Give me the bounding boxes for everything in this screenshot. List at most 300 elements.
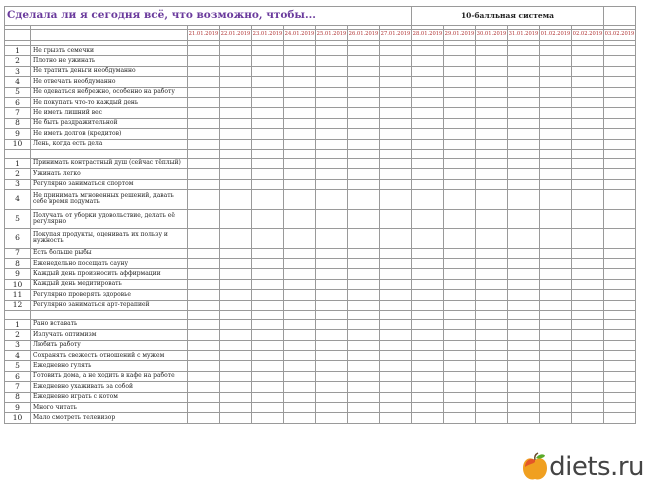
score-cell[interactable] xyxy=(220,330,252,340)
score-cell[interactable] xyxy=(220,403,252,413)
score-cell[interactable] xyxy=(316,269,348,279)
score-cell[interactable] xyxy=(188,129,220,139)
score-cell[interactable] xyxy=(604,158,636,168)
score-cell[interactable] xyxy=(284,371,316,381)
score-cell[interactable] xyxy=(508,319,540,329)
score-cell[interactable] xyxy=(412,361,444,371)
score-cell[interactable] xyxy=(572,229,604,249)
score-cell[interactable] xyxy=(188,382,220,392)
score-cell[interactable] xyxy=(604,169,636,179)
score-cell[interactable] xyxy=(380,361,412,371)
score-cell[interactable] xyxy=(508,179,540,189)
score-cell[interactable] xyxy=(412,229,444,249)
score-cell[interactable] xyxy=(508,392,540,402)
score-cell[interactable] xyxy=(412,371,444,381)
score-cell[interactable] xyxy=(540,108,572,118)
score-cell[interactable] xyxy=(188,66,220,76)
score-cell[interactable] xyxy=(476,300,508,310)
score-cell[interactable] xyxy=(508,66,540,76)
score-cell[interactable] xyxy=(348,413,380,423)
score-cell[interactable] xyxy=(540,351,572,361)
score-cell[interactable] xyxy=(252,229,284,249)
score-cell[interactable] xyxy=(252,77,284,87)
score-cell[interactable] xyxy=(380,229,412,249)
score-cell[interactable] xyxy=(476,87,508,97)
score-cell[interactable] xyxy=(444,209,476,229)
score-cell[interactable] xyxy=(220,269,252,279)
score-cell[interactable] xyxy=(284,392,316,402)
score-cell[interactable] xyxy=(540,56,572,66)
score-cell[interactable] xyxy=(380,169,412,179)
score-cell[interactable] xyxy=(316,179,348,189)
score-cell[interactable] xyxy=(188,290,220,300)
score-cell[interactable] xyxy=(476,269,508,279)
score-cell[interactable] xyxy=(220,319,252,329)
score-cell[interactable] xyxy=(572,209,604,229)
score-cell[interactable] xyxy=(508,108,540,118)
score-cell[interactable] xyxy=(540,361,572,371)
score-cell[interactable] xyxy=(572,190,604,210)
score-cell[interactable] xyxy=(284,190,316,210)
score-cell[interactable] xyxy=(476,319,508,329)
score-cell[interactable] xyxy=(380,258,412,268)
score-cell[interactable] xyxy=(508,403,540,413)
score-cell[interactable] xyxy=(604,279,636,289)
score-cell[interactable] xyxy=(188,97,220,107)
score-cell[interactable] xyxy=(444,179,476,189)
score-cell[interactable] xyxy=(476,190,508,210)
score-cell[interactable] xyxy=(508,56,540,66)
score-cell[interactable] xyxy=(412,190,444,210)
score-cell[interactable] xyxy=(284,279,316,289)
score-cell[interactable] xyxy=(316,190,348,210)
score-cell[interactable] xyxy=(284,118,316,128)
score-cell[interactable] xyxy=(316,403,348,413)
score-cell[interactable] xyxy=(252,56,284,66)
score-cell[interactable] xyxy=(252,190,284,210)
score-cell[interactable] xyxy=(316,46,348,56)
score-cell[interactable] xyxy=(540,179,572,189)
score-cell[interactable] xyxy=(476,248,508,258)
score-cell[interactable] xyxy=(316,258,348,268)
score-cell[interactable] xyxy=(284,382,316,392)
score-cell[interactable] xyxy=(604,392,636,402)
score-cell[interactable] xyxy=(316,77,348,87)
score-cell[interactable] xyxy=(572,290,604,300)
score-cell[interactable] xyxy=(252,413,284,423)
score-cell[interactable] xyxy=(380,392,412,402)
score-cell[interactable] xyxy=(316,56,348,66)
score-cell[interactable] xyxy=(252,179,284,189)
score-cell[interactable] xyxy=(252,129,284,139)
score-cell[interactable] xyxy=(316,129,348,139)
score-cell[interactable] xyxy=(348,229,380,249)
score-cell[interactable] xyxy=(508,413,540,423)
score-cell[interactable] xyxy=(188,87,220,97)
score-cell[interactable] xyxy=(572,108,604,118)
score-cell[interactable] xyxy=(572,258,604,268)
score-cell[interactable] xyxy=(604,371,636,381)
score-cell[interactable] xyxy=(540,169,572,179)
score-cell[interactable] xyxy=(476,351,508,361)
score-cell[interactable] xyxy=(316,66,348,76)
score-cell[interactable] xyxy=(540,371,572,381)
score-cell[interactable] xyxy=(572,319,604,329)
score-cell[interactable] xyxy=(188,169,220,179)
score-cell[interactable] xyxy=(444,403,476,413)
score-cell[interactable] xyxy=(284,46,316,56)
score-cell[interactable] xyxy=(316,382,348,392)
score-cell[interactable] xyxy=(604,382,636,392)
score-cell[interactable] xyxy=(188,56,220,66)
score-cell[interactable] xyxy=(412,179,444,189)
score-cell[interactable] xyxy=(508,77,540,87)
score-cell[interactable] xyxy=(252,46,284,56)
score-cell[interactable] xyxy=(188,158,220,168)
score-cell[interactable] xyxy=(188,413,220,423)
score-cell[interactable] xyxy=(540,290,572,300)
score-cell[interactable] xyxy=(604,108,636,118)
score-cell[interactable] xyxy=(476,361,508,371)
score-cell[interactable] xyxy=(604,129,636,139)
score-cell[interactable] xyxy=(284,97,316,107)
score-cell[interactable] xyxy=(412,209,444,229)
score-cell[interactable] xyxy=(284,129,316,139)
score-cell[interactable] xyxy=(348,158,380,168)
score-cell[interactable] xyxy=(444,330,476,340)
score-cell[interactable] xyxy=(316,279,348,289)
score-cell[interactable] xyxy=(188,118,220,128)
score-cell[interactable] xyxy=(412,66,444,76)
score-cell[interactable] xyxy=(540,392,572,402)
score-cell[interactable] xyxy=(284,169,316,179)
score-cell[interactable] xyxy=(252,169,284,179)
score-cell[interactable] xyxy=(444,229,476,249)
score-cell[interactable] xyxy=(316,361,348,371)
score-cell[interactable] xyxy=(316,300,348,310)
score-cell[interactable] xyxy=(188,209,220,229)
score-cell[interactable] xyxy=(252,248,284,258)
score-cell[interactable] xyxy=(380,209,412,229)
score-cell[interactable] xyxy=(604,118,636,128)
score-cell[interactable] xyxy=(348,97,380,107)
score-cell[interactable] xyxy=(508,248,540,258)
score-cell[interactable] xyxy=(284,319,316,329)
score-cell[interactable] xyxy=(284,56,316,66)
score-cell[interactable] xyxy=(380,87,412,97)
score-cell[interactable] xyxy=(540,46,572,56)
score-cell[interactable] xyxy=(572,46,604,56)
score-cell[interactable] xyxy=(188,351,220,361)
score-cell[interactable] xyxy=(540,279,572,289)
score-cell[interactable] xyxy=(444,46,476,56)
score-cell[interactable] xyxy=(380,77,412,87)
score-cell[interactable] xyxy=(540,258,572,268)
score-cell[interactable] xyxy=(412,279,444,289)
score-cell[interactable] xyxy=(316,108,348,118)
score-cell[interactable] xyxy=(476,279,508,289)
score-cell[interactable] xyxy=(476,97,508,107)
score-cell[interactable] xyxy=(476,229,508,249)
score-cell[interactable] xyxy=(476,158,508,168)
score-cell[interactable] xyxy=(220,179,252,189)
score-cell[interactable] xyxy=(412,392,444,402)
score-cell[interactable] xyxy=(412,77,444,87)
score-cell[interactable] xyxy=(604,97,636,107)
score-cell[interactable] xyxy=(188,108,220,118)
score-cell[interactable] xyxy=(220,66,252,76)
score-cell[interactable] xyxy=(412,413,444,423)
score-cell[interactable] xyxy=(572,269,604,279)
score-cell[interactable] xyxy=(348,269,380,279)
score-cell[interactable] xyxy=(348,361,380,371)
score-cell[interactable] xyxy=(284,209,316,229)
score-cell[interactable] xyxy=(572,66,604,76)
score-cell[interactable] xyxy=(476,330,508,340)
score-cell[interactable] xyxy=(252,340,284,350)
score-cell[interactable] xyxy=(220,361,252,371)
score-cell[interactable] xyxy=(476,290,508,300)
score-cell[interactable] xyxy=(188,319,220,329)
score-cell[interactable] xyxy=(540,97,572,107)
score-cell[interactable] xyxy=(476,403,508,413)
score-cell[interactable] xyxy=(188,330,220,340)
score-cell[interactable] xyxy=(412,319,444,329)
score-cell[interactable] xyxy=(348,382,380,392)
score-cell[interactable] xyxy=(348,319,380,329)
score-cell[interactable] xyxy=(284,77,316,87)
score-cell[interactable] xyxy=(604,66,636,76)
score-cell[interactable] xyxy=(508,87,540,97)
diets-logo[interactable] xyxy=(521,452,644,482)
score-cell[interactable] xyxy=(540,118,572,128)
score-cell[interactable] xyxy=(348,179,380,189)
score-cell[interactable] xyxy=(444,158,476,168)
score-cell[interactable] xyxy=(444,371,476,381)
score-cell[interactable] xyxy=(380,269,412,279)
score-cell[interactable] xyxy=(220,139,252,149)
score-cell[interactable] xyxy=(380,158,412,168)
score-cell[interactable] xyxy=(252,158,284,168)
score-cell[interactable] xyxy=(220,392,252,402)
score-cell[interactable] xyxy=(540,209,572,229)
score-cell[interactable] xyxy=(412,382,444,392)
score-cell[interactable] xyxy=(508,139,540,149)
score-cell[interactable] xyxy=(188,340,220,350)
score-cell[interactable] xyxy=(348,56,380,66)
score-cell[interactable] xyxy=(476,56,508,66)
score-cell[interactable] xyxy=(252,351,284,361)
score-cell[interactable] xyxy=(316,340,348,350)
score-cell[interactable] xyxy=(220,190,252,210)
score-cell[interactable] xyxy=(604,403,636,413)
score-cell[interactable] xyxy=(540,413,572,423)
score-cell[interactable] xyxy=(284,87,316,97)
score-cell[interactable] xyxy=(572,351,604,361)
score-cell[interactable] xyxy=(348,403,380,413)
score-cell[interactable] xyxy=(412,97,444,107)
score-cell[interactable] xyxy=(572,129,604,139)
score-cell[interactable] xyxy=(252,330,284,340)
score-cell[interactable] xyxy=(348,129,380,139)
score-cell[interactable] xyxy=(508,190,540,210)
score-cell[interactable] xyxy=(412,351,444,361)
score-cell[interactable] xyxy=(508,361,540,371)
score-cell[interactable] xyxy=(508,169,540,179)
score-cell[interactable] xyxy=(284,66,316,76)
score-cell[interactable] xyxy=(572,87,604,97)
score-cell[interactable] xyxy=(508,351,540,361)
score-cell[interactable] xyxy=(220,87,252,97)
score-cell[interactable] xyxy=(220,279,252,289)
score-cell[interactable] xyxy=(476,413,508,423)
score-cell[interactable] xyxy=(604,87,636,97)
score-cell[interactable] xyxy=(348,279,380,289)
score-cell[interactable] xyxy=(572,248,604,258)
score-cell[interactable] xyxy=(508,371,540,381)
score-cell[interactable] xyxy=(380,371,412,381)
score-cell[interactable] xyxy=(380,248,412,258)
score-cell[interactable] xyxy=(220,97,252,107)
score-cell[interactable] xyxy=(444,290,476,300)
score-cell[interactable] xyxy=(540,330,572,340)
score-cell[interactable] xyxy=(508,46,540,56)
score-cell[interactable] xyxy=(380,319,412,329)
score-cell[interactable] xyxy=(284,108,316,118)
score-cell[interactable] xyxy=(380,351,412,361)
score-cell[interactable] xyxy=(604,340,636,350)
score-cell[interactable] xyxy=(572,300,604,310)
score-cell[interactable] xyxy=(252,371,284,381)
score-cell[interactable] xyxy=(508,300,540,310)
score-cell[interactable] xyxy=(604,361,636,371)
score-cell[interactable] xyxy=(444,56,476,66)
score-cell[interactable] xyxy=(412,248,444,258)
score-cell[interactable] xyxy=(188,269,220,279)
score-cell[interactable] xyxy=(316,169,348,179)
score-cell[interactable] xyxy=(572,139,604,149)
score-cell[interactable] xyxy=(380,403,412,413)
score-cell[interactable] xyxy=(572,179,604,189)
score-cell[interactable] xyxy=(476,77,508,87)
score-cell[interactable] xyxy=(220,46,252,56)
score-cell[interactable] xyxy=(572,169,604,179)
score-cell[interactable] xyxy=(572,382,604,392)
score-cell[interactable] xyxy=(220,340,252,350)
score-cell[interactable] xyxy=(540,190,572,210)
score-cell[interactable] xyxy=(412,108,444,118)
score-cell[interactable] xyxy=(188,392,220,402)
score-cell[interactable] xyxy=(572,118,604,128)
score-cell[interactable] xyxy=(316,319,348,329)
score-cell[interactable] xyxy=(252,258,284,268)
score-cell[interactable] xyxy=(540,229,572,249)
score-cell[interactable] xyxy=(412,258,444,268)
score-cell[interactable] xyxy=(412,290,444,300)
score-cell[interactable] xyxy=(252,361,284,371)
score-cell[interactable] xyxy=(348,108,380,118)
score-cell[interactable] xyxy=(412,269,444,279)
score-cell[interactable] xyxy=(604,56,636,66)
score-cell[interactable] xyxy=(348,118,380,128)
score-cell[interactable] xyxy=(252,403,284,413)
score-cell[interactable] xyxy=(604,190,636,210)
score-cell[interactable] xyxy=(220,290,252,300)
score-cell[interactable] xyxy=(476,382,508,392)
score-cell[interactable] xyxy=(220,108,252,118)
score-cell[interactable] xyxy=(604,300,636,310)
score-cell[interactable] xyxy=(348,190,380,210)
score-cell[interactable] xyxy=(508,209,540,229)
score-cell[interactable] xyxy=(508,97,540,107)
score-cell[interactable] xyxy=(412,169,444,179)
score-cell[interactable] xyxy=(572,413,604,423)
score-cell[interactable] xyxy=(348,87,380,97)
score-cell[interactable] xyxy=(220,413,252,423)
score-cell[interactable] xyxy=(380,97,412,107)
score-cell[interactable] xyxy=(380,382,412,392)
score-cell[interactable] xyxy=(508,340,540,350)
score-cell[interactable] xyxy=(572,403,604,413)
score-cell[interactable] xyxy=(380,118,412,128)
score-cell[interactable] xyxy=(380,56,412,66)
score-cell[interactable] xyxy=(540,66,572,76)
score-cell[interactable] xyxy=(604,46,636,56)
score-cell[interactable] xyxy=(444,248,476,258)
score-cell[interactable] xyxy=(316,158,348,168)
score-cell[interactable] xyxy=(284,403,316,413)
score-cell[interactable] xyxy=(316,290,348,300)
score-cell[interactable] xyxy=(348,340,380,350)
score-cell[interactable] xyxy=(284,179,316,189)
score-cell[interactable] xyxy=(252,269,284,279)
score-cell[interactable] xyxy=(348,66,380,76)
score-cell[interactable] xyxy=(348,77,380,87)
score-cell[interactable] xyxy=(252,382,284,392)
score-cell[interactable] xyxy=(444,392,476,402)
score-cell[interactable] xyxy=(604,77,636,87)
score-cell[interactable] xyxy=(220,371,252,381)
score-cell[interactable] xyxy=(540,319,572,329)
score-cell[interactable] xyxy=(476,340,508,350)
score-cell[interactable] xyxy=(412,158,444,168)
score-cell[interactable] xyxy=(284,248,316,258)
score-cell[interactable] xyxy=(220,248,252,258)
score-cell[interactable] xyxy=(220,56,252,66)
score-cell[interactable] xyxy=(316,97,348,107)
score-cell[interactable] xyxy=(316,371,348,381)
score-cell[interactable] xyxy=(188,371,220,381)
score-cell[interactable] xyxy=(380,66,412,76)
score-cell[interactable] xyxy=(604,413,636,423)
score-cell[interactable] xyxy=(540,129,572,139)
score-cell[interactable] xyxy=(188,139,220,149)
score-cell[interactable] xyxy=(508,269,540,279)
score-cell[interactable] xyxy=(220,300,252,310)
score-cell[interactable] xyxy=(508,129,540,139)
score-cell[interactable] xyxy=(316,139,348,149)
score-cell[interactable] xyxy=(444,118,476,128)
score-cell[interactable] xyxy=(540,382,572,392)
score-cell[interactable] xyxy=(444,269,476,279)
score-cell[interactable] xyxy=(380,300,412,310)
score-cell[interactable] xyxy=(412,300,444,310)
score-cell[interactable] xyxy=(252,118,284,128)
score-cell[interactable] xyxy=(572,77,604,87)
score-cell[interactable] xyxy=(220,169,252,179)
score-cell[interactable] xyxy=(284,139,316,149)
score-cell[interactable] xyxy=(444,169,476,179)
